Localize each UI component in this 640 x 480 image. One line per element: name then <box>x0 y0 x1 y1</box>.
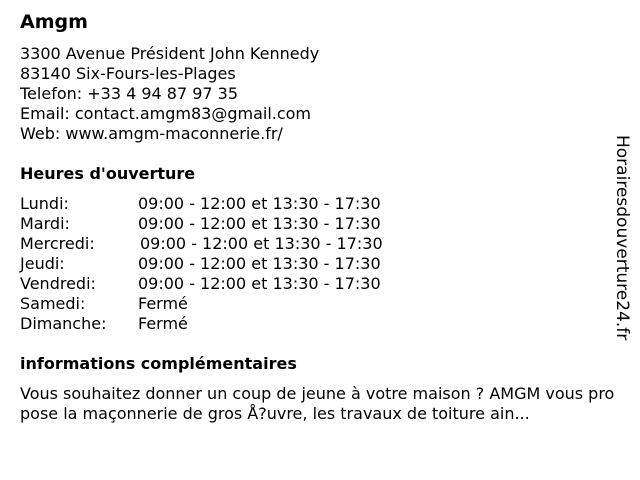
day-hours: Fermé <box>138 294 188 313</box>
info-heading: informations complémentaires <box>20 354 297 373</box>
day-hours: 09:00 - 12:00 et 13:30 - 17:30 <box>140 234 383 253</box>
hours-row-vendredi <box>20 274 620 294</box>
day-hours: Fermé <box>138 314 188 333</box>
day-hours: 09:00 - 12:00 et 13:30 - 17:30 <box>138 214 381 233</box>
info-description: Vous souhaitez donner un coup de jeune à votre maison ? AMGM vous propose la maçonnerie de gros Å?uvre, les travaux de toiture ain... <box>20 384 615 423</box>
business-card <box>20 10 620 424</box>
city-line: 83140 Six-Fours-les-Plages <box>20 64 236 83</box>
day-label: Dimanche: <box>20 314 107 333</box>
day-hours: 09:00 - 12:00 et 13:30 - 17:30 <box>138 194 381 213</box>
phone-line: Telefon: +33 4 94 87 97 35 <box>20 84 239 103</box>
contact-block <box>20 44 620 144</box>
day-label: Mercredi: <box>20 234 95 253</box>
hours-row-lundi <box>20 194 620 214</box>
street-address: 3300 Avenue Président John Kennedy <box>20 44 320 63</box>
hours-row-mardi <box>20 214 620 234</box>
email-line: Email: contact.amgm83@gmail.com <box>20 104 312 123</box>
hours-heading: Heures d'ouverture <box>20 164 196 183</box>
day-label: Jeudi: <box>20 254 65 273</box>
day-hours: 09:00 - 12:00 et 13:30 - 17:30 <box>138 274 381 293</box>
business-name: Amgm <box>20 11 88 33</box>
hours-table <box>20 194 620 334</box>
hours-row-jeudi <box>20 254 620 274</box>
day-label: Lundi: <box>20 194 69 213</box>
day-label: Mardi: <box>20 214 70 233</box>
day-label: Vendredi: <box>20 274 96 293</box>
hours-row-mercredi <box>20 234 620 254</box>
web-line: Web: www.amgm-maconnerie.fr/ <box>20 124 283 143</box>
day-hours: 09:00 - 12:00 et 13:30 - 17:30 <box>138 254 381 273</box>
hours-row-samedi <box>20 294 620 314</box>
hours-row-dimanche <box>20 314 620 334</box>
site-watermark: Horairesdouverture24.fr <box>612 135 632 341</box>
day-label: Samedi: <box>20 294 86 313</box>
